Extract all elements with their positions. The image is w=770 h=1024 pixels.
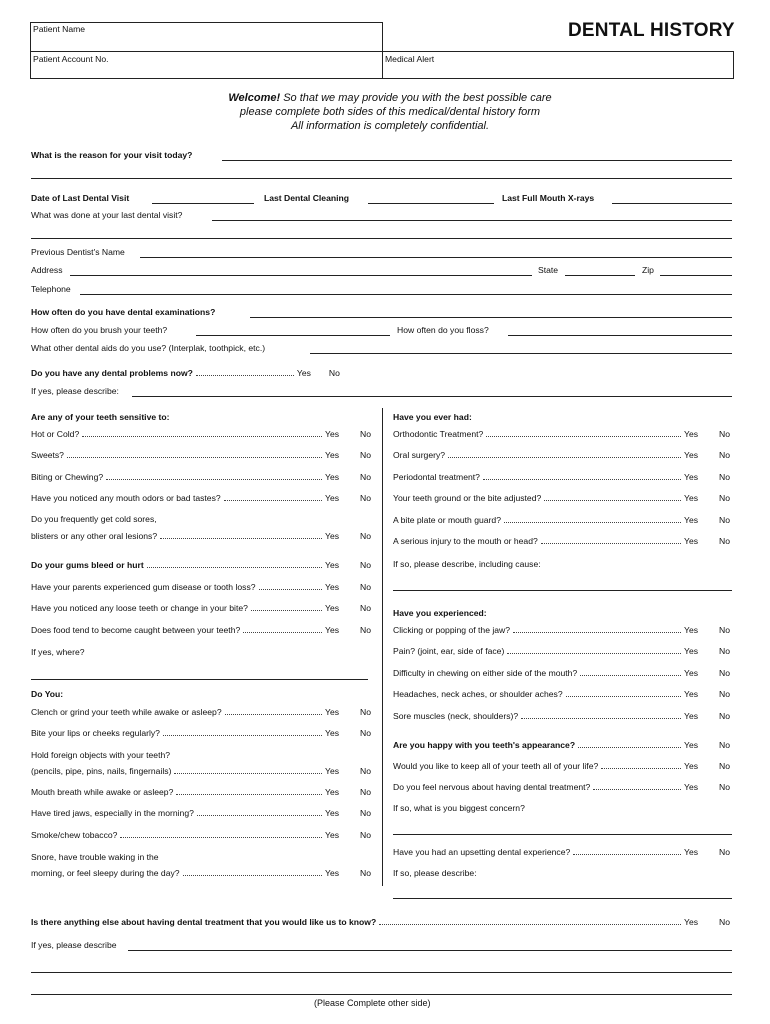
no-option[interactable]: No bbox=[360, 450, 371, 460]
leader-dots bbox=[541, 543, 681, 544]
yes-option[interactable]: Yes bbox=[325, 808, 340, 818]
upsetting-row bbox=[393, 847, 733, 857]
snore-label-2: morning, or feel sleepy during the day? bbox=[31, 868, 180, 878]
yes-option[interactable]: Yes bbox=[325, 560, 340, 570]
sweets-label: Sweets? bbox=[31, 450, 64, 460]
leader-dots bbox=[176, 794, 322, 795]
last-cleaning-field[interactable] bbox=[368, 203, 494, 204]
no-option[interactable]: No bbox=[719, 646, 730, 656]
no-option[interactable]: No bbox=[360, 472, 371, 482]
foreign-label-2: (pencils, pipe, pins, nails, fingernails) bbox=[31, 766, 172, 776]
leader-dots bbox=[580, 675, 681, 676]
problems-describe-field[interactable] bbox=[132, 396, 732, 397]
welcome-bold: Welcome! bbox=[228, 92, 281, 104]
yes-option[interactable]: Yes bbox=[325, 787, 340, 797]
last-xrays-field[interactable] bbox=[612, 203, 732, 204]
no-option[interactable]: No bbox=[719, 493, 730, 503]
patient-name-label: Patient Name bbox=[33, 24, 86, 34]
happy-label: Are you happy with you teeth's appearance? bbox=[393, 740, 576, 750]
brush-freq-field[interactable] bbox=[196, 335, 390, 336]
snore-label-1: Snore, have trouble waking in the bbox=[31, 852, 159, 862]
leader-dots bbox=[82, 436, 322, 437]
loose-teeth-row bbox=[31, 603, 374, 613]
keep-teeth-label: Would you like to keep all of your teeth all of your life? bbox=[393, 761, 599, 771]
no-option[interactable]: No bbox=[719, 761, 730, 771]
gums-bleed-label: Do your gums bleed or hurt bbox=[31, 560, 144, 570]
yes-option[interactable]: Yes bbox=[684, 689, 699, 699]
odors-label: Have you noticed any mouth odors or bad tastes? bbox=[31, 493, 221, 503]
no-option[interactable]: No bbox=[328, 368, 340, 378]
account-no-label: Patient Account No. bbox=[33, 54, 109, 64]
tired-jaws-row bbox=[31, 808, 374, 818]
leader-dots bbox=[106, 479, 322, 480]
ground-row bbox=[393, 493, 733, 503]
bite-lips-label: Bite your lips or cheeks regularly? bbox=[31, 728, 160, 738]
last-visit-field[interactable] bbox=[152, 203, 254, 204]
clench-label: Clench or grind your teeth while awake or asleep? bbox=[31, 707, 222, 717]
reason-label: What is the reason for your visit today? bbox=[31, 150, 193, 160]
floss-freq-label: How often do you floss? bbox=[397, 325, 489, 335]
bottom-describe-field[interactable] bbox=[128, 950, 732, 951]
sore-muscles-row bbox=[393, 711, 733, 721]
tired-jaws-label: Have tired jaws, especially in the morning? bbox=[31, 808, 194, 818]
no-option[interactable]: No bbox=[360, 603, 371, 613]
yes-option[interactable]: Yes bbox=[684, 515, 699, 525]
foreign-label-1: Hold foreign objects with your teeth? bbox=[31, 750, 171, 760]
no-option[interactable]: No bbox=[360, 625, 371, 635]
sensitive-heading: Are any of your teeth sensitive to: bbox=[31, 412, 170, 422]
leader-dots bbox=[379, 924, 681, 925]
address-label: Address bbox=[31, 265, 63, 275]
ground-label: Your teeth ground or the bite adjusted? bbox=[393, 493, 542, 503]
biting-label: Biting or Chewing? bbox=[31, 472, 104, 482]
mouth-breath-row bbox=[31, 787, 374, 797]
clicking-row bbox=[393, 625, 733, 635]
yes-option[interactable]: Yes bbox=[684, 740, 699, 750]
welcome-line2: please complete both sides of this medical/dental history form bbox=[239, 106, 541, 118]
food-caught-label: Does food tend to become caught between your teeth? bbox=[31, 625, 241, 635]
bottom-describe-field-3[interactable] bbox=[31, 994, 732, 995]
no-option[interactable]: No bbox=[360, 728, 371, 738]
clicking-label: Clicking or popping of the jaw? bbox=[393, 625, 511, 635]
yes-option[interactable]: Yes bbox=[684, 429, 699, 439]
leader-dots bbox=[544, 500, 681, 501]
anything-else-label: Is there anything else about having dental treatment that you would like us to know? bbox=[31, 917, 377, 927]
exam-freq-label: How often do you have dental examinations? bbox=[31, 307, 216, 317]
sore-muscles-label: Sore muscles (neck, shoulders)? bbox=[393, 711, 519, 721]
leader-dots bbox=[483, 479, 681, 480]
no-option[interactable]: No bbox=[360, 830, 371, 840]
nervous-label: Do you feel nervous about having dental treatment? bbox=[393, 782, 591, 792]
leader-dots bbox=[601, 768, 681, 769]
hot-cold-row bbox=[31, 429, 374, 439]
do-you-heading: Do You: bbox=[31, 689, 64, 699]
if-so-describe-label: If so, please describe: bbox=[393, 868, 477, 878]
no-option[interactable]: No bbox=[719, 782, 730, 792]
leader-dots bbox=[251, 610, 322, 611]
leader-dots bbox=[448, 457, 681, 458]
hot-cold-label: Hot or Cold? bbox=[31, 429, 80, 439]
no-option[interactable]: No bbox=[360, 808, 371, 818]
last-xrays-label: Last Full Mouth X-rays bbox=[502, 193, 595, 203]
yes-option[interactable]: Yes bbox=[325, 830, 340, 840]
no-option[interactable]: No bbox=[719, 917, 730, 927]
leader-dots bbox=[224, 500, 322, 501]
bite-lips-row bbox=[31, 728, 374, 738]
no-option[interactable]: No bbox=[360, 531, 371, 541]
prev-dentist-field[interactable] bbox=[140, 257, 732, 258]
happy-row bbox=[393, 740, 733, 750]
leader-dots bbox=[521, 718, 681, 719]
perio-label: Periodontal treatment? bbox=[393, 472, 480, 482]
yes-option[interactable]: Yes bbox=[684, 646, 699, 656]
last-cleaning-label: Last Dental Cleaning bbox=[264, 193, 349, 203]
nervous-row bbox=[393, 782, 733, 792]
loose-teeth-label: Have you noticed any loose teeth or change in your bite? bbox=[31, 603, 248, 613]
clench-row bbox=[31, 707, 374, 717]
floss-freq-field[interactable] bbox=[508, 335, 732, 336]
mouth-breath-label: Mouth breath while awake or asleep? bbox=[31, 787, 174, 797]
problems-now-label: Do you have any dental problems now? bbox=[31, 368, 193, 378]
what-done-field-2[interactable] bbox=[31, 238, 732, 239]
telephone-label: Telephone bbox=[31, 284, 71, 294]
pain-row bbox=[393, 646, 733, 656]
no-option[interactable]: No bbox=[719, 429, 730, 439]
leader-dots bbox=[67, 457, 322, 458]
ortho-label: Orthodontic Treatment? bbox=[393, 429, 484, 439]
yes-option[interactable]: Yes bbox=[325, 582, 340, 592]
if-so-cause-label: If so, please describe, including cause: bbox=[393, 559, 541, 569]
yes-option[interactable]: Yes bbox=[325, 766, 340, 776]
no-option[interactable]: No bbox=[719, 847, 730, 857]
headaches-row bbox=[393, 689, 733, 699]
ever-had-heading: Have you ever had: bbox=[393, 412, 472, 422]
no-option[interactable]: No bbox=[719, 472, 730, 482]
bite-plate-label: A bite plate or mouth guard? bbox=[393, 515, 501, 525]
concern-field[interactable] bbox=[393, 834, 732, 835]
leader-dots bbox=[578, 747, 681, 748]
leader-dots bbox=[507, 653, 681, 654]
yes-option[interactable]: Yes bbox=[684, 711, 699, 721]
leader-dots bbox=[174, 773, 322, 774]
experienced-heading: Have you experienced: bbox=[393, 608, 487, 618]
yes-option[interactable]: Yes bbox=[325, 450, 340, 460]
leader-dots bbox=[225, 714, 322, 715]
yes-option[interactable]: Yes bbox=[325, 472, 340, 482]
reason-field[interactable] bbox=[222, 160, 732, 161]
sweets-row bbox=[31, 450, 374, 460]
other-aids-field[interactable] bbox=[310, 353, 732, 354]
state-field[interactable] bbox=[565, 275, 635, 276]
yes-option[interactable]: Yes bbox=[684, 668, 699, 678]
foreign-row bbox=[31, 766, 374, 776]
medical-alert-label: Medical Alert bbox=[385, 54, 435, 64]
biting-row bbox=[31, 472, 374, 482]
address-field[interactable] bbox=[70, 275, 532, 276]
smoke-label: Smoke/chew tobacco? bbox=[31, 830, 118, 840]
no-option[interactable]: No bbox=[360, 868, 371, 878]
oral-surgery-row bbox=[393, 450, 733, 460]
headaches-label: Headaches, neck aches, or shoulder aches? bbox=[393, 689, 563, 699]
problems-describe-label: If yes, please describe: bbox=[31, 386, 119, 396]
difficulty-label: Difficulty in chewing on either side of the mouth? bbox=[393, 668, 578, 678]
leader-dots bbox=[513, 632, 681, 633]
yes-option[interactable]: Yes bbox=[684, 782, 699, 792]
welcome-line1: So that we may provide you with the best possible care bbox=[280, 92, 552, 104]
bottom-describe-field-2[interactable] bbox=[31, 972, 732, 973]
no-option[interactable]: No bbox=[719, 536, 730, 546]
perio-row bbox=[393, 472, 733, 482]
leader-dots bbox=[566, 696, 681, 697]
other-aids-label: What other dental aids do you use? (Interplak, toothpick, etc.) bbox=[31, 343, 266, 353]
yes-option[interactable]: Yes bbox=[684, 536, 699, 546]
reason-field-2[interactable] bbox=[31, 178, 732, 179]
if-yes-where-label: If yes, where? bbox=[31, 647, 85, 657]
exam-freq-field[interactable] bbox=[250, 317, 732, 318]
upsetting-label: Have you had an upsetting dental experience? bbox=[393, 847, 571, 857]
leader-dots bbox=[259, 589, 322, 590]
yes-option[interactable]: Yes bbox=[684, 847, 699, 857]
no-option[interactable]: No bbox=[360, 429, 371, 439]
medical-alert-box[interactable] bbox=[382, 51, 734, 79]
no-option[interactable]: No bbox=[360, 560, 371, 570]
parents-gum-label: Have your parents experienced gum disease or tooth loss? bbox=[31, 582, 256, 592]
zip-label: Zip bbox=[642, 265, 654, 275]
no-option[interactable]: No bbox=[719, 625, 730, 635]
leader-dots bbox=[197, 815, 322, 816]
welcome-text bbox=[150, 91, 630, 133]
injury-label: A serious injury to the mouth or head? bbox=[393, 536, 538, 546]
yes-option[interactable]: Yes bbox=[684, 917, 699, 927]
yes-option[interactable]: Yes bbox=[325, 429, 340, 439]
yes-option[interactable]: Yes bbox=[684, 625, 699, 635]
leader-dots bbox=[183, 875, 322, 876]
keep-teeth-row bbox=[393, 761, 733, 771]
welcome-line3: All information is completely confidential. bbox=[290, 120, 490, 132]
no-option[interactable]: No bbox=[360, 707, 371, 717]
smoke-row bbox=[31, 830, 374, 840]
concern-label: If so, what is you biggest concern? bbox=[393, 803, 525, 813]
no-option[interactable]: No bbox=[719, 515, 730, 525]
leader-dots bbox=[243, 632, 322, 633]
what-done-field[interactable] bbox=[212, 220, 732, 221]
leader-dots bbox=[147, 567, 322, 568]
no-option[interactable]: No bbox=[719, 689, 730, 699]
if-so-describe-field[interactable] bbox=[393, 898, 732, 899]
parents-gum-row bbox=[31, 582, 374, 592]
yes-option[interactable]: Yes bbox=[684, 761, 699, 771]
difficulty-row bbox=[393, 668, 733, 678]
yes-option[interactable]: Yes bbox=[325, 728, 340, 738]
yes-option[interactable]: Yes bbox=[325, 868, 340, 878]
leader-dots bbox=[196, 375, 294, 376]
yes-option[interactable]: Yes bbox=[325, 493, 340, 503]
last-visit-label: Date of Last Dental Visit bbox=[31, 193, 130, 203]
if-yes-where-field[interactable] bbox=[31, 679, 368, 680]
yes-option[interactable]: Yes bbox=[684, 450, 699, 460]
yes-option[interactable]: Yes bbox=[325, 531, 340, 541]
state-label: State bbox=[538, 265, 559, 275]
leader-dots bbox=[504, 522, 681, 523]
prev-dentist-label: Previous Dentist's Name bbox=[31, 247, 125, 257]
injury-row bbox=[393, 536, 733, 546]
brush-freq-label: How often do you brush your teeth? bbox=[31, 325, 168, 335]
leader-dots bbox=[593, 789, 681, 790]
leader-dots bbox=[486, 436, 681, 437]
no-option[interactable]: No bbox=[360, 787, 371, 797]
cold-sores-label-1: Do you frequently get cold sores, bbox=[31, 514, 157, 524]
yes-option[interactable]: Yes bbox=[325, 603, 340, 613]
no-option[interactable]: No bbox=[719, 711, 730, 721]
snore-row bbox=[31, 868, 374, 878]
no-option[interactable]: No bbox=[719, 668, 730, 678]
yes-option[interactable]: Yes bbox=[684, 493, 699, 503]
zip-field[interactable] bbox=[660, 275, 732, 276]
footer-note: (Please Complete other side) bbox=[314, 998, 431, 1008]
anything-else-row bbox=[31, 917, 733, 927]
gums-bleed-row bbox=[31, 560, 374, 570]
no-option[interactable]: No bbox=[360, 493, 371, 503]
leader-dots bbox=[163, 735, 322, 736]
yes-option[interactable]: Yes bbox=[325, 707, 340, 717]
odors-row bbox=[31, 493, 374, 503]
leader-dots bbox=[573, 854, 681, 855]
telephone-field[interactable] bbox=[80, 294, 732, 295]
yes-option[interactable]: Yes bbox=[325, 625, 340, 635]
yes-option[interactable]: Yes bbox=[296, 368, 311, 378]
problems-now-row bbox=[31, 368, 374, 378]
ortho-row bbox=[393, 429, 733, 439]
cold-sores-row bbox=[31, 531, 374, 541]
pain-label: Pain? (joint, ear, side of face) bbox=[393, 646, 505, 656]
no-option[interactable]: No bbox=[719, 740, 730, 750]
leader-dots bbox=[160, 538, 322, 539]
no-option[interactable]: No bbox=[360, 582, 371, 592]
what-done-label: What was done at your last dental visit? bbox=[31, 210, 183, 220]
if-so-cause-field[interactable] bbox=[393, 590, 732, 591]
oral-surgery-label: Oral surgery? bbox=[393, 450, 446, 460]
no-option[interactable]: No bbox=[719, 450, 730, 460]
yes-option[interactable]: Yes bbox=[684, 472, 699, 482]
bottom-describe-label: If yes, please describe bbox=[31, 940, 117, 950]
food-caught-row bbox=[31, 625, 374, 635]
bite-plate-row bbox=[393, 515, 733, 525]
no-option[interactable]: No bbox=[360, 766, 371, 776]
column-divider bbox=[382, 408, 383, 886]
page-title: DENTAL HISTORY bbox=[568, 20, 735, 41]
cold-sores-label-2: blisters or any other oral lesions? bbox=[31, 531, 158, 541]
leader-dots bbox=[120, 837, 322, 838]
